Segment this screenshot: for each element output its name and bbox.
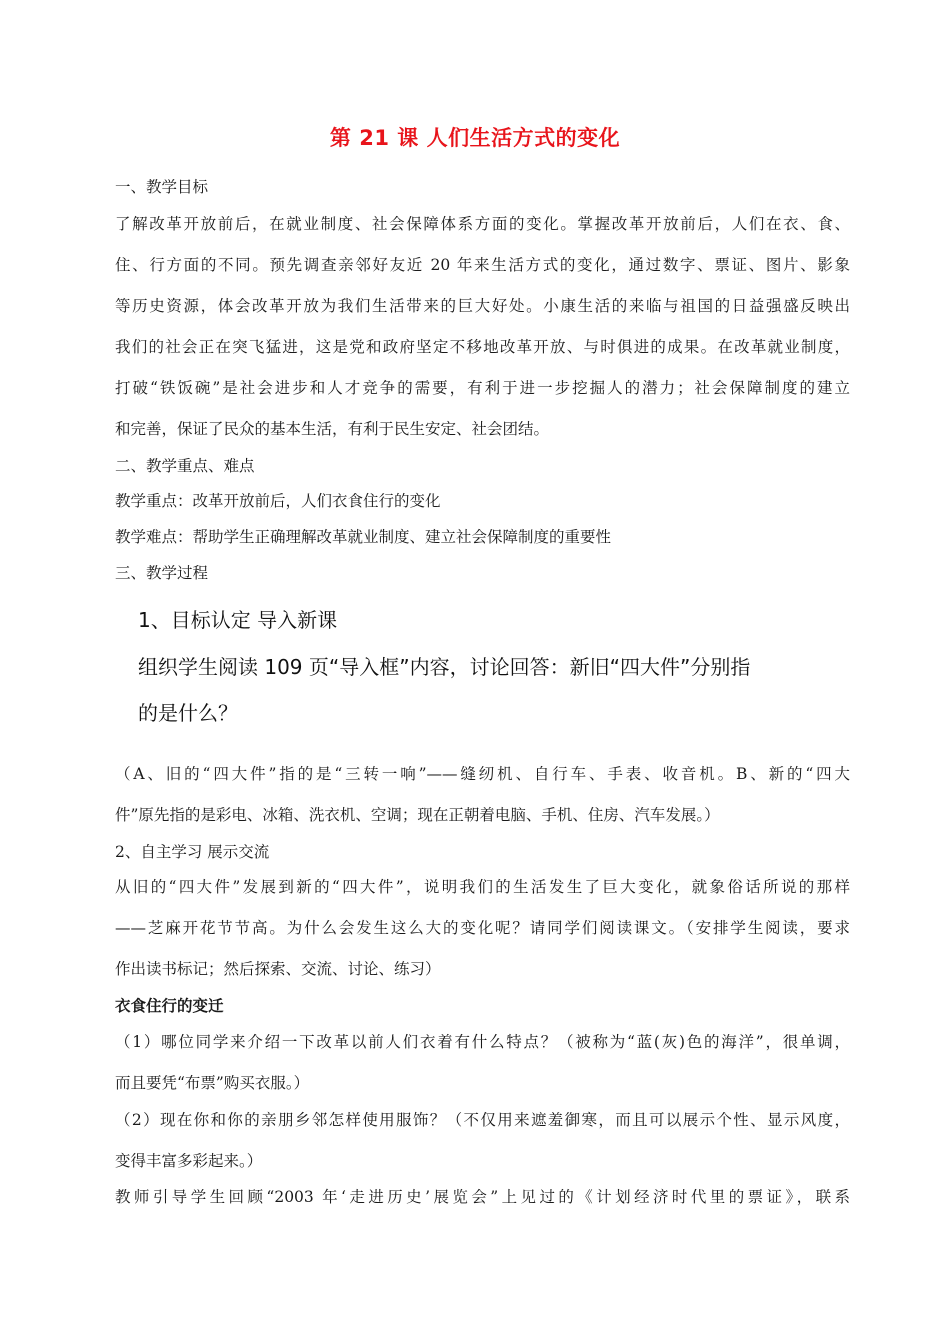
body-text-line: 打破“铁饭碗”是社会进步和人才竞争的需要，有利于进一步挖掘人的潜力；社会保障制度的建立 <box>115 379 850 397</box>
body-text-line: 了解改革开放前后，在就业制度、社会保障体系方面的变化。掌握改革开放前后，人们在衣、食、 <box>115 215 850 233</box>
body-text-line: 等历史资源，体会改革开放为我们生活带来的巨大好处。小康生活的来临与祖国的日益强盛反映出 <box>115 297 850 315</box>
large-text-line: 组织学生阅读 109 页“导入框”内容，讨论回答：新旧“四大件”分别指 <box>138 655 751 679</box>
body-text-line: 教学重点：改革开放前后，人们衣食住行的变化 <box>115 492 441 510</box>
body-text-line: （1）哪位同学来介绍一下改革以前人们衣着有什么特点？（被称为“蓝(灰)色的海洋”，很单调， <box>115 1033 850 1051</box>
lesson-title: 第 21 课 人们生活方式的变化 <box>329 126 621 150</box>
body-text-line: 住、行方面的不同。预先调查亲邻好友近 20 年来生活方式的变化，通过数字、票证、图片、影象 <box>115 256 850 274</box>
body-text-line: 件”原先指的是彩电、冰箱、洗衣机、空调；现在正朝着电脑、手机、住房、汽车发展。） <box>115 806 720 824</box>
body-text-line: （2）现在你和你的亲朋乡邻怎样使用服饰？（不仅用来遮羞御寒，而且可以展示个性、显示风度， <box>115 1111 850 1129</box>
body-text-line: 作出读书标记；然后探索、交流、讨论、练习） <box>115 960 441 978</box>
body-text-line: 而且要凭“布票”购买衣服。） <box>115 1074 310 1092</box>
large-text-line: 的是什么？ <box>138 701 238 725</box>
body-text-line: ——芝麻开花节节高。为什么会发生这么大的变化呢？请同学们阅读课文。（安排学生阅读，要求 <box>115 919 850 937</box>
body-text-line: （A、旧的“四大件”指的是“三转一响”——缝纫机、自行车、手表、收音机。B、新的“四大 <box>115 765 850 783</box>
section-heading: 2、自主学习 展示交流 <box>115 843 270 861</box>
bold-heading: 衣食住行的变迁 <box>115 997 224 1015</box>
section-heading: 二、教学重点、难点 <box>115 457 255 475</box>
body-text-line: 和完善，保证了民众的基本生活，有利于民生安定、社会团结。 <box>115 420 550 438</box>
body-text-line: 教师引导学生回顾“2003 年‘走进历史’展览会”上见过的《计划经济时代里的票证》，联系 <box>115 1188 850 1206</box>
body-text-line: 我们的社会正在突飞猛进，这是党和政府坚定不移地改革开放、与时俱进的成果。在改革就业制度， <box>115 338 850 356</box>
section-heading: 三、教学过程 <box>115 564 209 582</box>
body-text-line: 变得丰富多彩起来。） <box>115 1152 263 1170</box>
body-text-line: 教学难点：帮助学生正确理解改革就业制度、建立社会保障制度的重要性 <box>115 528 612 546</box>
subsection-heading: 1、目标认定 导入新课 <box>138 608 338 632</box>
body-text-line: 从旧的“四大件”发展到新的“四大件”，说明我们的生活发生了巨大变化，就象俗话所说的那样 <box>115 878 850 896</box>
section-heading: 一、教学目标 <box>115 178 209 196</box>
